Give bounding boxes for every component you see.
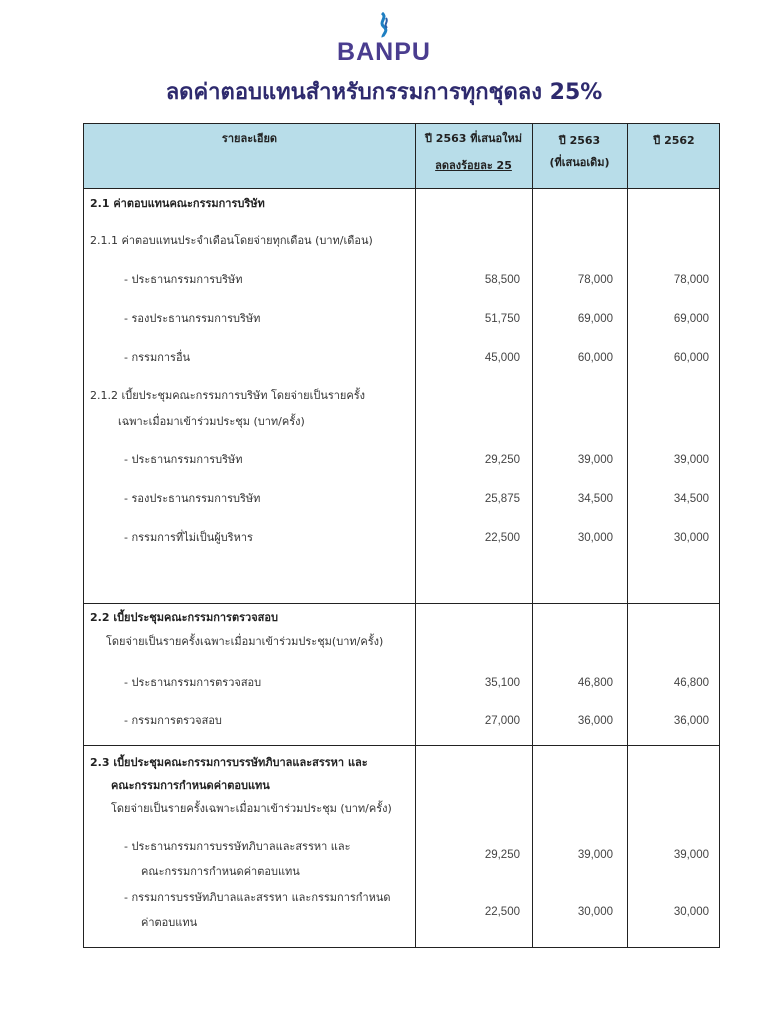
compensation-table: รายละเอียด ปี 2563 ที่เสนอใหม่ ลดลงร้อยละ 25 ปี 2563 (ที่เสนอเดิม) ปี 2562 2.1 ค่าตอบแทนคณะกรรมการบริษัท 2.1.1 ค่าตอบแทนประจำเดือนโดยจ่ายทุกเดือน (บาท/เดือน) - ประธานกรรมการบริษัท 58,500 78,000 78,000 - รองประธานกรรมการบริษัท 51,750 69,000 69,000 - กรรมการอื่น 45,000 60,000 60,000 2.1.2 เบี้ยประชุมคณะกรรมการบริษัท โดยจ่ายเป็นรายครั้ง เฉพาะเมื่อมาเข้าร่วมประชุม (บาท/ครั้ง) - ประธานกรรมการบริษัท 29,250 39,000 39,000 - รองประธานกรรมการบริษัท 25,875 34,500 34,500 - กรรมการที่ไม่เป็นผู้บริหาร 22,500 30,000 30,000 2.2 เบี้ยประชุมคณะกรรมการตรวจสอบ โดยจ่ายเป็นรายครั้งเฉพาะเมื่อมาเข้าร่วมประชุม(บาท/ครั้ง) - ประธานกรรมการตรวจสอบ 35,100 46,800 46,800 - กรรมการตรวจสอบ 27,000 36,000 36,000 2.3 เบี้ยประชุมคณะกรรมการบรรษัทภิบาลและสรรหา และ คณะกรรมการกำหนดค่าตอบแทน โดยจ่ายเป็นรายครั้งเฉพาะเมื่อมาเข้าร่วมประชุม (บาท/ครั้ง) - ประธานกรรมการบรรษัทภิบาลและสรรหา และ คณะกรรมการกำหนดค่าตอบแทน 29,250 39,000 39,000 - กรรมการบรรษัทภิบาลและสรรหา และกรรมการกำหนด ค่าตอบแทน 22,500 30,000 30,000 [83,123,720,948]
header-col1-sub: ลดลงร้อยละ 25 [435,159,512,172]
subsection-title: 2.1.1 ค่าตอบแทนประจำเดือนโดยจ่ายทุกเดือน (บาท/เดือน) [90,234,373,247]
section-title: 2.2 เบี้ยประชุมคณะกรรมการตรวจสอบ [90,611,278,624]
subsection-title: 2.1.2 เบี้ยประชุมคณะกรรมการบริษัท โดยจ่ายเป็นรายครั้ง [90,389,366,402]
section-title: 2.1 ค่าตอบแทนคณะกรรมการบริษัท [90,197,265,210]
header-col3: ปี 2562 [653,134,695,147]
section-subtitle: โดยจ่ายเป็นรายครั้งเฉพาะเมื่อมาเข้าร่วมประชุม(บาท/ครั้ง) [106,635,384,648]
section-title: 2.3 เบี้ยประชุมคณะกรรมการบรรษัทภิบาลและสรรหา และ [90,756,368,769]
section-title-cont: คณะกรรมการกำหนดค่าตอบแทน [111,779,270,792]
header-col2-sub: (ที่เสนอเดิม) [549,156,610,169]
subsection-title-cont: เฉพาะเมื่อมาเข้าร่วมประชุม (บาท/ครั้ง) [118,415,305,428]
page-title: ลดค่าตอบแทนสำหรับกรรมการทุกชุดลง 25% [165,80,603,105]
header-col1: ปี 2563 ที่เสนอใหม่ [425,132,522,145]
header-detail: รายละเอียด [221,132,278,145]
section-subtitle: โดยจ่ายเป็นรายครั้งเฉพาะเมื่อมาเข้าร่วมประชุม (บาท/ครั้ง) [111,802,392,815]
brand-name: BANPU [337,38,431,66]
header-col2: ปี 2563 [558,134,601,147]
